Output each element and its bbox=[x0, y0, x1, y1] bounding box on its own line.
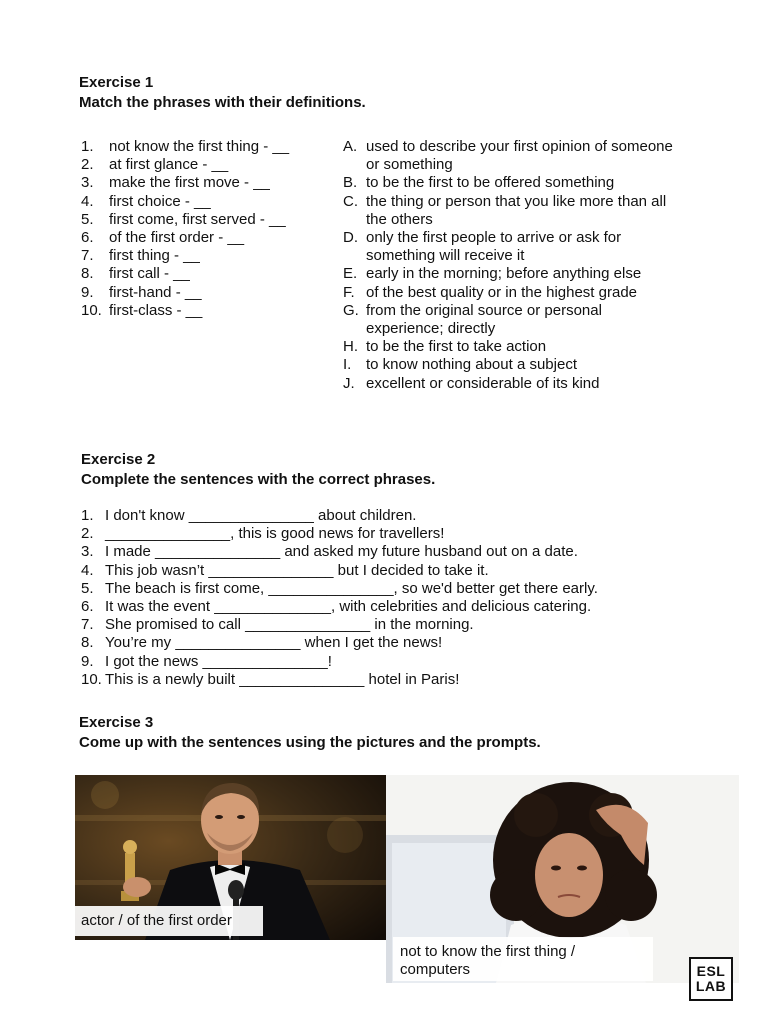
definition-text: excellent or considerable of its kind bbox=[366, 374, 600, 392]
definition-text: from the original source or personal experience; directly bbox=[366, 301, 602, 338]
phrase-text: first-hand - __ bbox=[109, 283, 202, 301]
sentence-text: The beach is first come, _______________, so we'd better get there early. bbox=[105, 579, 598, 597]
item-number: 2. bbox=[81, 156, 94, 174]
item-number: 1. bbox=[81, 138, 94, 155]
item-number: 6. bbox=[81, 598, 94, 616]
list-item bbox=[343, 193, 673, 229]
item-number: 1. bbox=[81, 507, 94, 524]
list-item bbox=[343, 375, 673, 393]
exercise-2 bbox=[81, 450, 435, 490]
list-item bbox=[81, 580, 598, 598]
item-letter: A. bbox=[343, 138, 358, 155]
item-number: 9. bbox=[81, 652, 94, 670]
list-item bbox=[343, 356, 673, 374]
exercise-1-instruction: Match the phrases with their definitions. bbox=[79, 94, 366, 111]
list-item bbox=[81, 302, 289, 320]
item-letter: D. bbox=[343, 229, 358, 247]
item-number: 3. bbox=[81, 543, 94, 561]
definition-text: the thing or person that you like more than all the others bbox=[366, 192, 667, 228]
definition-text: early in the morning; before anything else bbox=[366, 265, 642, 283]
item-number: 6. bbox=[81, 229, 94, 247]
item-number: 3. bbox=[81, 174, 94, 192]
list-item bbox=[81, 265, 289, 283]
sentence-text: It was the event ______________, with celebrities and delicious catering. bbox=[105, 598, 592, 616]
sentence-list bbox=[81, 507, 598, 689]
list-item bbox=[81, 562, 598, 580]
item-letter: G. bbox=[343, 301, 359, 319]
definition-text: only the first people to arrive or ask for something will receive it bbox=[366, 229, 622, 265]
exercise-2-title: Exercise 2 bbox=[81, 451, 156, 468]
list-item bbox=[81, 598, 598, 616]
phrase-text: first choice - __ bbox=[109, 192, 211, 210]
item-letter: I. bbox=[343, 356, 352, 374]
list-item bbox=[81, 247, 289, 265]
item-number: 2. bbox=[81, 525, 94, 543]
phrase-text: first-class - __ bbox=[109, 301, 203, 319]
item-number: 4. bbox=[81, 561, 94, 579]
exercise-2-instruction: Complete the sentences with the correct phrases. bbox=[81, 471, 436, 488]
sentence-text: This is a newly built _______________ hotel in Paris! bbox=[105, 670, 460, 688]
item-letter: B. bbox=[343, 174, 358, 192]
exercise-1 bbox=[79, 73, 366, 113]
sentence-text: You’re my _______________ when I get the news! bbox=[105, 634, 443, 652]
item-letter: F. bbox=[343, 283, 355, 301]
list-item bbox=[343, 229, 673, 265]
sentence-text: I got the news _______________! bbox=[105, 652, 332, 670]
item-number: 4. bbox=[81, 192, 94, 210]
phrase-text: first come, first served - __ bbox=[109, 210, 286, 228]
definition-list bbox=[343, 138, 673, 393]
prompt-caption-1: actor / of the first order bbox=[75, 906, 263, 936]
item-number: 7. bbox=[81, 616, 94, 634]
list-item bbox=[343, 174, 673, 192]
exercise-1-title: Exercise 1 bbox=[79, 74, 154, 91]
phrase-text: not know the first thing - __ bbox=[109, 138, 290, 155]
item-number: 10. bbox=[81, 301, 102, 319]
sentence-text: I made _______________ and asked my future husband out on a date. bbox=[105, 543, 578, 561]
item-letter: H. bbox=[343, 338, 358, 356]
student-photo bbox=[386, 775, 739, 983]
list-item bbox=[343, 302, 673, 338]
item-letter: E. bbox=[343, 265, 358, 283]
list-item bbox=[343, 338, 673, 356]
list-item bbox=[81, 229, 289, 247]
item-number: 5. bbox=[81, 579, 94, 597]
list-item bbox=[81, 634, 598, 652]
item-number: 9. bbox=[81, 283, 94, 301]
sentence-text: _______________, this is good news for travellers! bbox=[105, 525, 445, 543]
logo-line-1: ESL bbox=[696, 963, 726, 979]
list-item bbox=[81, 543, 598, 561]
phrase-text: first thing - __ bbox=[109, 247, 200, 265]
list-item bbox=[81, 193, 289, 211]
definition-text: of the best quality or in the highest grade bbox=[366, 283, 638, 301]
item-number: 8. bbox=[81, 265, 94, 283]
sentence-text: She promised to call _______________ in the morning. bbox=[105, 616, 474, 634]
phrase-text: make the first move - __ bbox=[109, 174, 270, 192]
item-number: 8. bbox=[81, 634, 94, 652]
list-item bbox=[81, 671, 598, 689]
exercise-3-instruction: Come up with the sentences using the pictures and the prompts. bbox=[79, 734, 541, 751]
item-number: 5. bbox=[81, 210, 94, 228]
list-item bbox=[81, 174, 289, 192]
phrase-list bbox=[81, 138, 289, 320]
list-item bbox=[81, 507, 598, 525]
phrase-text: of the first order - __ bbox=[109, 229, 245, 247]
exercise-3-title: Exercise 3 bbox=[79, 714, 154, 731]
exercise-3 bbox=[79, 713, 541, 753]
actor-photo bbox=[75, 775, 386, 940]
item-number: 7. bbox=[81, 247, 94, 265]
list-item bbox=[81, 156, 289, 174]
list-item bbox=[81, 284, 289, 302]
list-item bbox=[343, 138, 673, 174]
definition-text: used to describe your first opinion of someone or something bbox=[366, 138, 673, 174]
item-letter: J. bbox=[343, 374, 355, 392]
prompt-caption-2: not to know the first thing / computers bbox=[393, 937, 653, 981]
definition-text: to be the first to be offered something bbox=[366, 174, 615, 192]
list-item bbox=[81, 138, 289, 156]
definition-text: to be the first to take action bbox=[366, 338, 547, 356]
logo-line-2: LAB bbox=[695, 978, 727, 994]
sentence-text: This job wasn’t _______________ but I decided to take it. bbox=[105, 561, 489, 579]
list-item bbox=[343, 284, 673, 302]
item-letter: C. bbox=[343, 192, 358, 210]
list-item bbox=[81, 525, 598, 543]
list-item bbox=[81, 616, 598, 634]
definition-text: to know nothing about a subject bbox=[366, 356, 577, 374]
phrase-text: at first glance - __ bbox=[109, 156, 229, 174]
sentence-text: I don't know _______________ about children. bbox=[105, 507, 417, 524]
list-item bbox=[343, 265, 673, 283]
list-item bbox=[81, 653, 598, 671]
list-item bbox=[81, 211, 289, 229]
esl-lab-logo bbox=[689, 957, 733, 1001]
item-number: 10. bbox=[81, 670, 102, 688]
phrase-text: first call - __ bbox=[109, 265, 190, 283]
